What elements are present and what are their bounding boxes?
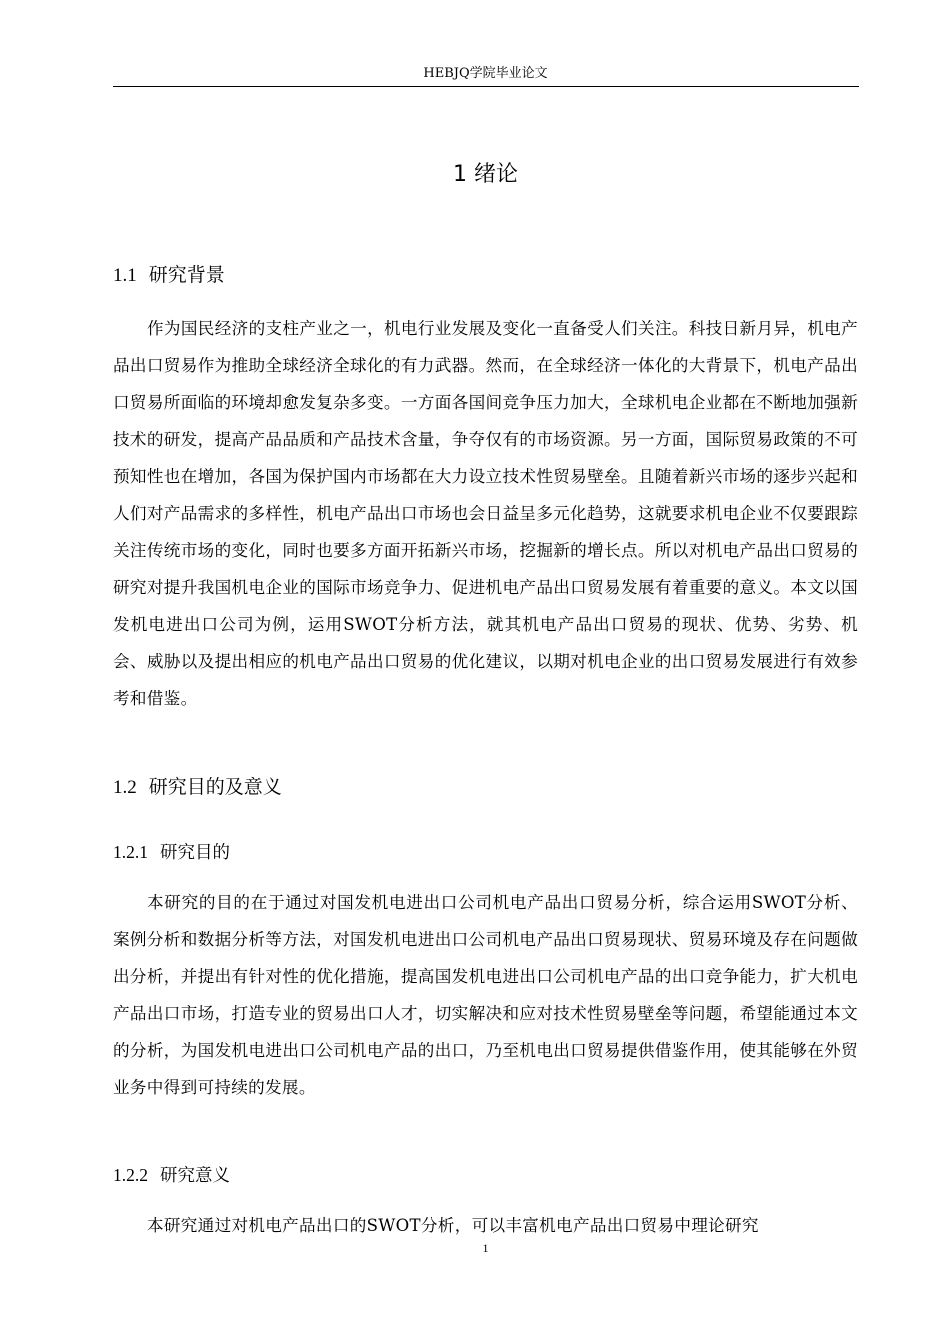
chapter-title: 1 绪论 bbox=[453, 162, 518, 187]
section-number: 1.1 bbox=[113, 265, 137, 286]
section-number: 1.2 bbox=[113, 777, 137, 798]
subsection-heading-purpose bbox=[113, 840, 230, 865]
section-title: 研究背景 bbox=[148, 264, 225, 286]
purpose-paragraph: 本研究的目的在于通过对国发机电进出口公司机电产品出口贸易分析，综合运用SWOT分析、案例分析和数据分析等方法，对国发机电进出口公司机电产品出口贸易现状、贸易环境及存在问题做出分析，并提出有针对性的优化措施，提高国发机电进出口公司机电产品的出口竞争能力，扩大机电产品出口市场，打造专业的贸易出口人才，切实解决和应对技术性贸易壁垒等问题，希望能通过本文的分析，为国发机电进出口公司机电产品的出口，乃至机电出口贸易提供借鉴作用，使其能够在外贸业务中得到可持续的发展。 bbox=[113, 893, 858, 1097]
header-rule bbox=[113, 86, 859, 87]
section-heading-purpose-significance bbox=[113, 774, 282, 801]
background-paragraph: 作为国民经济的支柱产业之一，机电行业发展及变化一直备受人们关注。科技日新月异，机电产品出口贸易作为推助全球经济全球化的有力武器。然而，在全球经济一体化的大背景下，机电产品出口贸易所面临的环境却愈发复杂多变。一方面各国间竞争压力加大，全球机电企业都在不断地加强新技术的研发，提高产品品质和产品技术含量，争夺仅有的市场资源。另一方面，国际贸易政策的不可预知性也在增加，各国为保护国内市场都在大力设立技术性贸易壁垒。且随着新兴市场的逐步兴起和人们对产品需求的多样性，机电产品出口市场也会日益呈多元化趋势，这就要求机电企业不仅要跟踪关注传统市场的变化，同时也要多方面开拓新兴市场，挖掘新的增长点。所以对机电产品出口贸易的研究对提升我国机电企业的国际市场竞争力、促进机电产品出口贸易发展有着重要的意义。本文以国发机电进出口公司为例，运用SWOT分析方法，就其机电产品出口贸易的现状、优势、劣势、机会、威胁以及提出相应的机电产品出口贸易的优化建议，以期对机电企业的出口贸易发展进行有效参考和借鉴。 bbox=[113, 319, 858, 708]
subsection-title: 研究意义 bbox=[160, 1166, 230, 1186]
page-number: 1 bbox=[482, 1241, 489, 1255]
subsection-number: 1.2.1 bbox=[113, 842, 148, 862]
subsection-heading-significance bbox=[113, 1163, 230, 1188]
section-title: 研究目的及意义 bbox=[148, 776, 282, 798]
subsection-title: 研究目的 bbox=[160, 843, 230, 863]
subsection-number: 1.2.2 bbox=[113, 1165, 148, 1185]
section-heading-background bbox=[113, 262, 225, 289]
running-header: HEBJQ学院毕业论文 bbox=[423, 66, 548, 81]
significance-paragraph: 本研究通过对机电产品出口的SWOT分析，可以丰富机电产品出口贸易中理论研究 bbox=[147, 1216, 759, 1235]
